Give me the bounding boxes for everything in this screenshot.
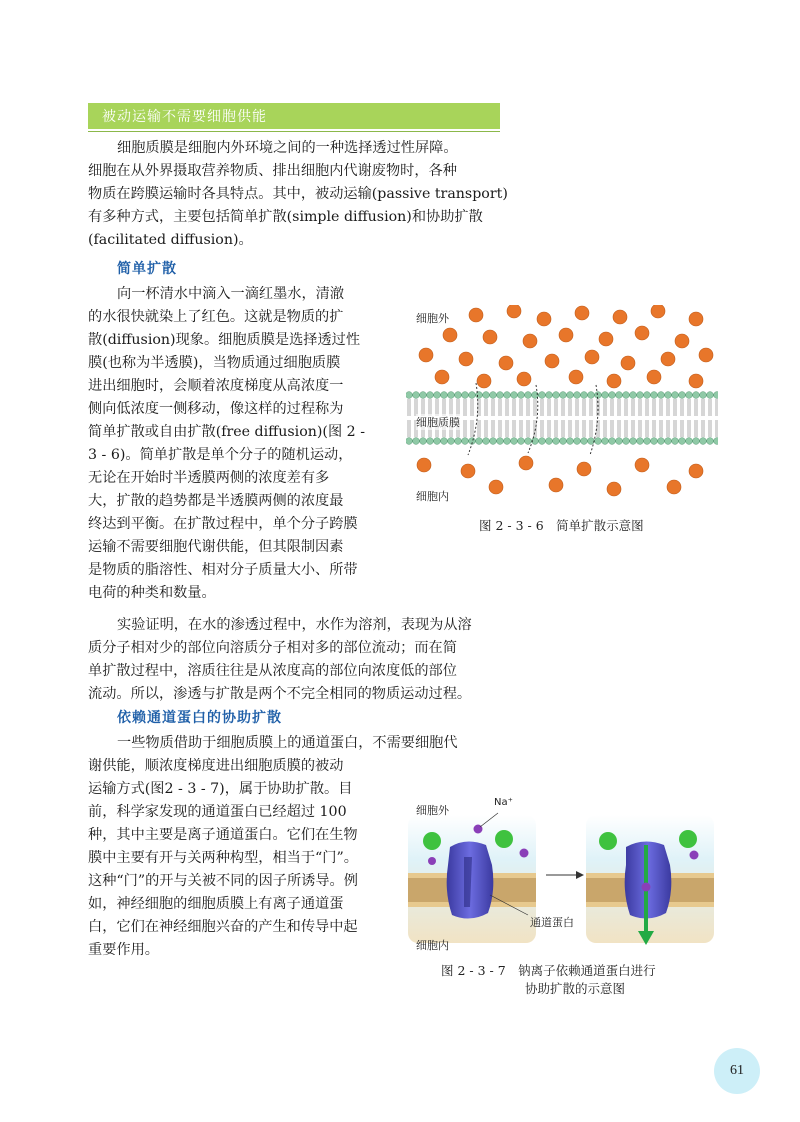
figure-1-caption: 图 2 - 3 - 6 简单扩散示意图 xyxy=(479,518,644,533)
text-line: 散(diffusion)现象。细胞质膜是选择透过性 xyxy=(88,332,361,348)
lipid-head xyxy=(483,438,490,445)
text-line: 谢供能，顺浓度梯度进出细胞质膜的被动 xyxy=(88,758,344,774)
text-line: 种，其中主要是离子通道蛋白。它们在生物 xyxy=(88,827,358,843)
lipid-head xyxy=(686,392,693,399)
page-number-badge xyxy=(714,1048,760,1094)
lipid-head xyxy=(448,392,455,399)
text-line: 膜中主要有开与关两种构型，相当于“门”。 xyxy=(88,850,358,866)
lipid-head xyxy=(504,438,511,445)
solute-molecule xyxy=(607,374,621,388)
lipid-head xyxy=(574,438,581,445)
lipid-head xyxy=(413,392,420,399)
solute-molecule xyxy=(545,354,559,368)
lipid-head xyxy=(588,438,595,445)
lipid-head xyxy=(700,392,707,399)
solute-molecule xyxy=(651,305,665,318)
solute-molecule xyxy=(489,480,503,494)
lipid-head xyxy=(686,438,693,445)
lipid-head xyxy=(539,438,546,445)
solute-molecule xyxy=(689,374,703,388)
solute-molecule xyxy=(461,464,475,478)
solute-molecule xyxy=(477,374,491,388)
text-line: 3 - 6)。简单扩散是单个分子的随机运动， xyxy=(88,447,353,463)
text-line: 白，它们在神经细胞兴奋的产生和传导中起 xyxy=(88,919,358,935)
lipid-head xyxy=(483,392,490,399)
fig2-label-ion: Na⁺ xyxy=(494,797,513,808)
text-line: 电荷的种类和数量。 xyxy=(88,585,216,601)
lipid-head xyxy=(525,438,532,445)
lipid-head xyxy=(567,392,574,399)
solute-molecule xyxy=(635,458,649,472)
lipid-head xyxy=(455,392,462,399)
lipid-head xyxy=(658,392,665,399)
text-line: 这种“门”的开与关被不同的因子所诱导。例 xyxy=(88,873,358,889)
lipid-head xyxy=(462,438,469,445)
lipid-head xyxy=(651,392,658,399)
channel-open-panel xyxy=(586,815,714,945)
lipid-head xyxy=(679,392,686,399)
lipid-head xyxy=(469,392,476,399)
lipid-head xyxy=(413,438,420,445)
text-line: 侧向低浓度一侧移动，像这样的过程称为 xyxy=(88,401,344,417)
lipid-head xyxy=(623,392,630,399)
lipid-head xyxy=(679,438,686,445)
lipid-head xyxy=(546,392,553,399)
lipid-head xyxy=(420,392,427,399)
solute-molecule xyxy=(647,370,661,384)
solute-molecule xyxy=(517,372,531,386)
sodium-ion xyxy=(690,851,699,860)
solute-molecule xyxy=(689,312,703,326)
text-line: 膜(也称为半透膜)，当物质通过细胞质膜 xyxy=(88,355,341,371)
lipid-head xyxy=(623,438,630,445)
text-line: 质分子相对少的部位向溶质分子相对多的部位流动；而在简 xyxy=(88,640,457,656)
lipid-head xyxy=(462,392,469,399)
lipid-head xyxy=(707,392,714,399)
lipid-head xyxy=(420,438,427,445)
lipid-head xyxy=(581,438,588,445)
lipid-head xyxy=(714,438,718,445)
text-line: 运输方式(图2 - 3 - 7)，属于协助扩散。目 xyxy=(88,781,353,797)
lipid-head xyxy=(504,392,511,399)
section-header-title: 被动运输不需要细胞供能 xyxy=(102,109,267,125)
fig2-label-channel: 通道蛋白 xyxy=(530,916,574,929)
lipid-head xyxy=(602,438,609,445)
lipid-head xyxy=(693,438,700,445)
lipid-head xyxy=(497,392,504,399)
lipid-head xyxy=(672,392,679,399)
solute-molecule xyxy=(523,334,537,348)
solute-molecule xyxy=(699,348,713,362)
text-line: 流动。所以，渗透与扩散是两个不完全相同的物质运动过程。 xyxy=(88,686,472,702)
lipid-head xyxy=(511,438,518,445)
lipid-head xyxy=(406,438,412,445)
sodium-ion xyxy=(642,883,651,892)
lipid-head xyxy=(609,438,616,445)
solute-molecule xyxy=(499,356,513,370)
solute-molecule xyxy=(667,480,681,494)
lipid-head xyxy=(546,438,553,445)
lipid-head xyxy=(672,438,679,445)
text-line: 前，科学家发现的通道蛋白已经超过 100 xyxy=(88,804,347,820)
lipid-head xyxy=(434,438,441,445)
solute-molecule xyxy=(459,352,473,366)
text-line: 无论在开始时半透膜两侧的浓度差有多 xyxy=(88,470,330,486)
intro-paragraph xyxy=(88,137,508,252)
channel-closed-panel xyxy=(408,815,536,943)
solute-molecule xyxy=(419,348,433,362)
fig1-label-inside: 细胞内 xyxy=(416,490,449,503)
section-header-rule xyxy=(88,131,500,132)
solute-molecule xyxy=(443,328,457,342)
lipid-head xyxy=(518,438,525,445)
text-line: 向一杯清水中滴入一滴红墨水，清澈 xyxy=(117,286,345,302)
lipid-head xyxy=(651,438,658,445)
solute-molecule xyxy=(483,330,497,344)
subheading-simple-diffusion: 简单扩散 xyxy=(117,261,177,277)
lipid-head xyxy=(609,392,616,399)
lipid-head xyxy=(441,438,448,445)
solute-molecule xyxy=(661,352,675,366)
solute-molecule xyxy=(507,305,521,318)
text-line: 运输不需要细胞代谢供能，但其限制因素 xyxy=(88,539,344,555)
lipid-head xyxy=(525,392,532,399)
lipid-head xyxy=(693,392,700,399)
solute-molecule xyxy=(635,326,649,340)
lipid-head xyxy=(490,438,497,445)
text-line: 实验证明，在水的渗透过程中，水作为溶剂，表现为从溶 xyxy=(117,617,472,633)
lipid-head xyxy=(588,392,595,399)
green-molecule xyxy=(423,832,441,850)
lipid-head xyxy=(560,392,567,399)
diffusion-paragraph xyxy=(88,283,378,605)
lipid-head xyxy=(497,438,504,445)
text-line: 重要作用。 xyxy=(88,942,159,958)
lipid-head xyxy=(574,392,581,399)
lipid-head xyxy=(630,392,637,399)
solute-molecule xyxy=(621,356,635,370)
lipid-head xyxy=(511,392,518,399)
lipid-head xyxy=(707,438,714,445)
fig2-label-inside: 细胞内 xyxy=(416,939,449,952)
solute-molecule xyxy=(675,334,689,348)
text-line: 物质在跨膜运输时各具特点。其中，被动运输(passive transport) xyxy=(88,186,508,202)
solute-molecule xyxy=(469,308,483,322)
fig1-label-membrane: 细胞质膜 xyxy=(416,416,460,429)
subheading-channel-diffusion: 依赖通道蛋白的协助扩散 xyxy=(117,710,282,726)
lipid-head xyxy=(476,392,483,399)
solute-molecule xyxy=(417,458,431,472)
solute-molecule xyxy=(519,456,533,470)
channel-protein-figure xyxy=(406,795,718,955)
text-line: 终达到平衡。在扩散过程中，单个分子跨膜 xyxy=(88,516,358,532)
text-line: 细胞质膜是细胞内外环境之间的一种选择透过性屏障。 xyxy=(117,140,458,156)
solute-molecule xyxy=(537,312,551,326)
text-line: 细胞在从外界摄取营养物质、排出细胞内代谢废物时，各种 xyxy=(88,163,457,179)
sodium-ion xyxy=(520,849,529,858)
lipid-head xyxy=(714,392,718,399)
page-number: 61 xyxy=(730,1063,744,1078)
lipid-head xyxy=(616,438,623,445)
green-molecule xyxy=(679,830,697,848)
green-molecule xyxy=(599,832,617,850)
lipid-head xyxy=(581,392,588,399)
solute-molecule xyxy=(613,310,627,324)
text-line: 简单扩散或自由扩散(free diffusion)(图 2 - xyxy=(88,424,365,440)
lipid-head xyxy=(630,438,637,445)
lipid-head xyxy=(406,392,412,399)
text-line: 大，扩散的趋势都是半透膜两侧的浓度最 xyxy=(88,493,344,509)
lipid-head xyxy=(665,438,672,445)
text-line: 如，神经细胞的细胞质膜上有离子通道蛋 xyxy=(88,896,344,912)
lipid-head xyxy=(644,392,651,399)
text-line: 有多种方式，主要包括简单扩散(simple diffusion)和协助扩散 xyxy=(88,209,483,225)
solute-molecule xyxy=(569,370,583,384)
lipid-head xyxy=(553,392,560,399)
sodium-ion xyxy=(428,857,436,865)
solute-molecule xyxy=(599,332,613,346)
text-line: 单扩散过程中，溶质往往是从浓度高的部位向浓度低的部位 xyxy=(88,663,457,679)
lipid-head xyxy=(553,438,560,445)
green-molecule xyxy=(495,830,513,848)
fig2-label-outside: 细胞外 xyxy=(416,804,449,817)
simple-diffusion-figure xyxy=(406,305,718,505)
lipid-head xyxy=(434,392,441,399)
solute-molecule xyxy=(577,462,591,476)
solute-molecule xyxy=(607,482,621,496)
transition-arrow xyxy=(546,871,584,879)
section-header-bar xyxy=(88,103,500,129)
lipid-head xyxy=(441,392,448,399)
figure-2-caption-line2: 协助扩散的示意图 xyxy=(525,981,626,996)
lipid-head xyxy=(427,392,434,399)
lipid-head xyxy=(602,392,609,399)
lipid-head xyxy=(665,392,672,399)
lipid-head xyxy=(658,438,665,445)
text-line: 进出细胞时，会顺着浓度梯度从高浓度一 xyxy=(88,378,344,394)
solute-molecule xyxy=(435,370,449,384)
solute-molecule xyxy=(689,464,703,478)
text-line: 一些物质借助于细胞质膜上的通道蛋白，不需要细胞代 xyxy=(117,735,458,751)
text-line: 的水很快就染上了红色。这就是物质的扩 xyxy=(88,309,344,325)
lipid-head xyxy=(455,438,462,445)
text-line: 是物质的脂溶性、相对分子质量大小、所带 xyxy=(88,562,358,578)
lipid-head xyxy=(637,392,644,399)
osmosis-paragraph xyxy=(88,614,500,706)
solute-molecule xyxy=(549,478,563,492)
lipid-head xyxy=(427,438,434,445)
lipid-head xyxy=(616,392,623,399)
lipid-head xyxy=(567,438,574,445)
figure-2-caption-line1: 图 2 - 3 - 7 钠离子依赖通道蛋白进行 xyxy=(441,963,656,978)
lipid-head xyxy=(637,438,644,445)
solute-molecule xyxy=(575,306,589,320)
lipid-head xyxy=(448,438,455,445)
lipid-head xyxy=(700,438,707,445)
lipid-head xyxy=(560,438,567,445)
solute-molecule xyxy=(585,350,599,364)
lipid-head xyxy=(595,438,602,445)
lipid-head xyxy=(476,438,483,445)
lipid-head xyxy=(539,392,546,399)
lipid-head xyxy=(490,392,497,399)
fig1-label-outside: 细胞外 xyxy=(416,312,449,325)
lipid-head xyxy=(518,392,525,399)
text-line: (facilitated diffusion)。 xyxy=(88,232,253,248)
solute-molecule xyxy=(559,328,573,342)
lipid-head xyxy=(644,438,651,445)
